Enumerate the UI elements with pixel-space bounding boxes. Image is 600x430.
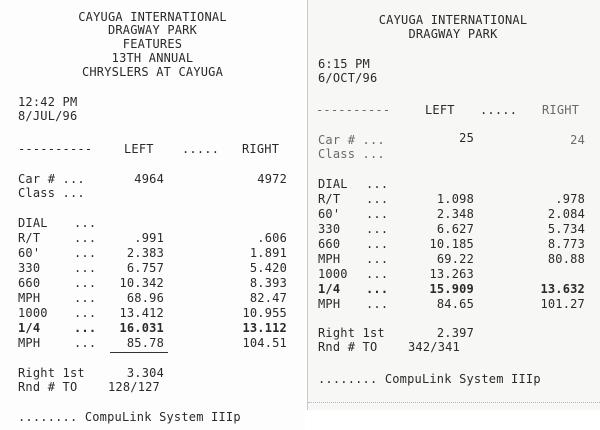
row-right-value: 101.27 <box>540 297 585 311</box>
track-name: CAYUGA INTERNATIONAL <box>378 13 528 27</box>
row-left-value: .991 <box>134 231 164 245</box>
row-label: 660 <box>18 276 41 290</box>
row-right-value: 13.112 <box>242 321 287 335</box>
row-dots: ... <box>366 237 389 251</box>
lane-header-right: RIGHT <box>542 103 580 117</box>
round-label: Rnd # TO <box>318 340 378 354</box>
lane-header-right: RIGHT <box>242 142 280 156</box>
event-annual: 13TH ANNUAL <box>111 51 194 65</box>
row-dots: ... <box>74 216 97 230</box>
event-name: CHRYSLERS AT CAYUGA <box>81 65 224 79</box>
track-name: CAYUGA INTERNATIONAL <box>78 10 227 24</box>
row-dots: ... <box>366 282 389 296</box>
row-left-value: 10.185 <box>429 237 474 251</box>
class-label: Class ... <box>318 147 385 161</box>
row-left-value: 6.757 <box>126 261 164 275</box>
row-right-value: 8.393 <box>249 276 287 290</box>
track-subtitle: DRAGWAY PARK <box>408 27 498 41</box>
event-features: FEATURES <box>122 37 183 51</box>
run-date: 6/OCT/96 <box>318 71 378 85</box>
row-dots: ... <box>74 321 97 335</box>
row-left-value: 69.22 <box>436 252 474 266</box>
lane-header-left: LEFT <box>124 142 154 156</box>
row-left-value: 2.348 <box>436 207 474 221</box>
row-right-value: 13.632 <box>540 282 585 296</box>
row-dots: ... <box>74 246 97 260</box>
row-right-value: 5.734 <box>547 222 585 236</box>
run-time: 6:15 PM <box>318 57 370 71</box>
winner-label: Right 1st <box>18 366 85 380</box>
row-right-value: .978 <box>555 192 585 206</box>
row-label: MPH <box>18 336 41 350</box>
row-left-value: 6.627 <box>436 222 474 236</box>
car-number-label: Car # ... <box>18 172 85 186</box>
row-label: R/T <box>318 192 341 206</box>
row-dots: ... <box>74 291 97 305</box>
timeslip-right <box>307 0 600 410</box>
row-dots: ... <box>74 306 97 320</box>
row-label: 330 <box>18 261 41 275</box>
row-dots: ... <box>366 267 389 281</box>
class-label: Class ... <box>18 186 85 200</box>
row-right-value: 80.88 <box>547 252 585 266</box>
row-label: R/T <box>18 231 41 245</box>
row-label: 1000 <box>18 306 48 320</box>
car-number-right: 4972 <box>257 172 287 186</box>
row-label: MPH <box>318 252 341 266</box>
row-label: 1000 <box>318 267 348 281</box>
row-label: 60' <box>318 207 341 221</box>
row-right-value: 1.891 <box>249 246 287 260</box>
row-dots: ... <box>366 207 389 221</box>
row-left-value: 2.383 <box>126 246 164 260</box>
row-right-value: 8.773 <box>547 237 585 251</box>
lane-header-dashes: ---------- <box>316 103 391 117</box>
row-label: DIAL <box>18 216 48 230</box>
row-right-value: .606 <box>257 231 287 245</box>
lane-header-dots: ..... <box>182 142 220 156</box>
underline <box>110 352 168 353</box>
row-right-value: 104.51 <box>242 336 287 350</box>
footer-system: ........ CompuLink System IIIp <box>318 372 541 386</box>
car-number-right: 24 <box>570 133 585 147</box>
row-left-value: 84.65 <box>436 297 474 311</box>
car-number-left: 25 <box>459 131 474 145</box>
row-left-value: 1.098 <box>436 192 474 206</box>
row-left-value: 13.412 <box>119 306 164 320</box>
row-left-value: 13.263 <box>429 267 474 281</box>
row-dots: ... <box>74 276 97 290</box>
row-dots: ... <box>74 261 97 275</box>
row-dots: ... <box>74 231 97 245</box>
row-left-value: 15.909 <box>429 282 474 296</box>
lane-header-left: LEFT <box>425 103 455 117</box>
round-label: Rnd # TO <box>18 380 78 394</box>
row-left-value: 68.96 <box>126 291 164 305</box>
row-label: 660 <box>318 237 341 251</box>
winner-margin: 3.304 <box>126 366 164 380</box>
row-right-value: 2.084 <box>547 207 585 221</box>
row-right-value: 82.47 <box>249 291 287 305</box>
row-label: DIAL <box>318 177 348 191</box>
row-right-value: 5.420 <box>249 261 287 275</box>
tear-edge <box>308 402 600 403</box>
round-value: 342/341 <box>408 340 460 354</box>
run-date: 8/JUL/96 <box>18 109 78 123</box>
lane-header-dashes: ---------- <box>18 142 93 156</box>
round-value: 128/127 <box>108 380 160 394</box>
winner-margin: 2.397 <box>436 326 474 340</box>
row-dots: ... <box>366 297 389 311</box>
row-left-value: 85.78 <box>126 336 164 350</box>
row-label: MPH <box>318 297 341 311</box>
car-number-left: 4964 <box>134 172 164 186</box>
run-time: 12:42 PM <box>18 95 78 109</box>
car-number-label: Car # ... <box>318 133 385 147</box>
footer-system: ........ CompuLink System IIIp <box>18 410 241 424</box>
row-left-value: 10.342 <box>119 276 164 290</box>
row-label: 1/4 <box>18 321 41 335</box>
row-label: MPH <box>18 291 41 305</box>
row-label: 60' <box>18 246 41 260</box>
row-dots: ... <box>366 222 389 236</box>
row-dots: ... <box>366 177 389 191</box>
winner-label: Right 1st <box>318 326 385 340</box>
row-label: 330 <box>318 222 341 236</box>
row-dots: ... <box>366 252 389 266</box>
row-left-value: 16.031 <box>119 321 164 335</box>
row-label: 1/4 <box>318 282 341 296</box>
lane-header-dots: ..... <box>480 103 518 117</box>
track-subtitle: DRAGWAY PARK <box>107 23 198 37</box>
row-dots: ... <box>74 336 97 350</box>
row-right-value: 10.955 <box>242 306 287 320</box>
row-dots: ... <box>366 192 389 206</box>
